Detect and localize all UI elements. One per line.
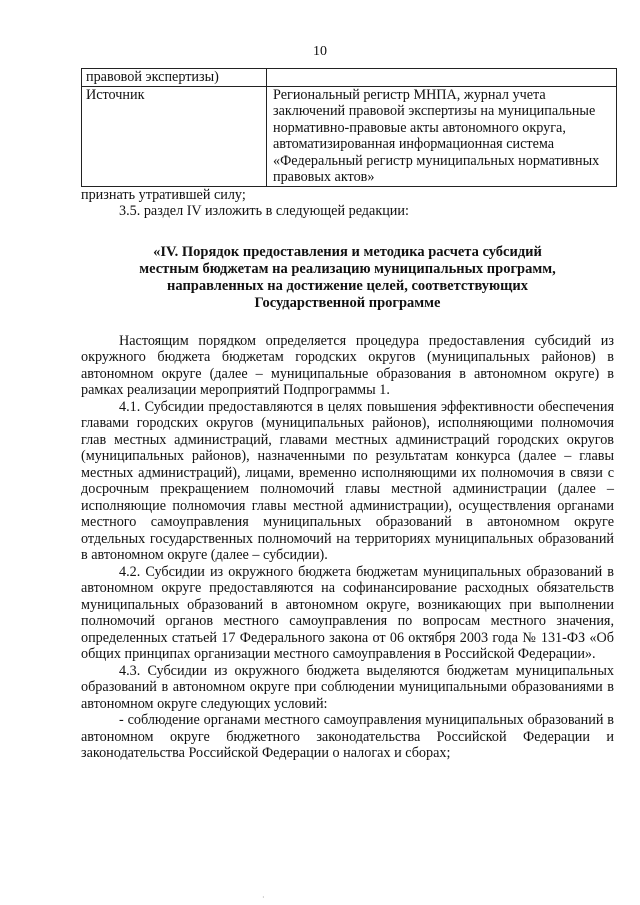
table-cell-value [267, 69, 617, 87]
paragraph-4-3: 4.3. Субсидии из окружного бюджета выделяются бюджетам муниципальных образований в автономном округе при соблюдении муниципальными образованиями в автономном округе следующих условий: [81, 662, 614, 712]
intro-paragraph: Настоящим порядком определяется процедура предоставления субсидий из окружного бюджета бюджетам городских округов (муниципальных районов) в автономном округе (далее – муниципальные образования в автономном округе) в рамках реализации мероприятий Подпрограммы 1. [81, 332, 614, 398]
paragraph-4-2: 4.2. Субсидии из окружного бюджета бюджетам муниципальных образований в автономном округе предоставляются на софинансирование расходных обязательств муниципальных образований в автономном округе, возникающих при выполнении полномочий органов местного самоуправления по вопросам местного значения, определенных статьей 17 Федерального закона от 06 октября 2003 года № 131-ФЗ «Об общих принципах организации местного самоуправления в Российской Федерации». [81, 563, 614, 662]
table-cell-label: Источник [82, 86, 267, 186]
scan-speck: · [262, 893, 265, 902]
heading-line: «IV. Порядок предоставления и методика расчета субсидий [153, 243, 542, 260]
table-cell-label: правовой экспертизы) [82, 69, 267, 87]
heading-line: местным бюджетам на реализацию муниципальных программ, [139, 260, 556, 277]
heading-line: направленных на достижение целей, соответствующих [167, 277, 528, 294]
repeal-line: признать утратившей силу; [81, 186, 246, 203]
table-cell-value: Региональный регистр МНПА, журнал учета заключений правовой экспертизы на муниципальные нормативно-правовые акты автономного округа, автоматизированная информационная система «Федеральный регистр муниципальных нормативных правовых актов» [267, 86, 617, 186]
indicator-table [81, 68, 617, 187]
amendment-line: 3.5. раздел IV изложить в следующей редакции: [119, 203, 409, 219]
document-body [81, 68, 614, 762]
paragraph-4-1: 4.1. Субсидии предоставляются в целях повышения эффективности обеспечения главами городских округов (муниципальных районов), исполняющими полномочия глав местных администраций, главами местных администраций городских округов (муниципальных районов), назначенными по результатам конкурса (далее – главы местных администраций), лицами, временно исполняющими их полномочия в связи с досрочным прекращением полномочий главы местной администрации (далее – исполняющие полномочия главы местной администрации), осуществления органами местного самоуправления муниципальных образований в автономном округе отдельных государственных полномочий на территориях муниципальных образований в автономном округе (далее – субсидии). [81, 398, 614, 563]
page-number: 10 [313, 44, 327, 59]
table-row [82, 69, 617, 87]
table-row [82, 86, 617, 186]
condition-item: - соблюдение органами местного самоуправления муниципальных образований в автономном округе бюджетного законодательства Российской Федерации и законодательства Российской Федерации о налогах и сборах; [81, 712, 614, 761]
section-heading [81, 244, 614, 312]
heading-line: Государственной программе [254, 294, 441, 311]
